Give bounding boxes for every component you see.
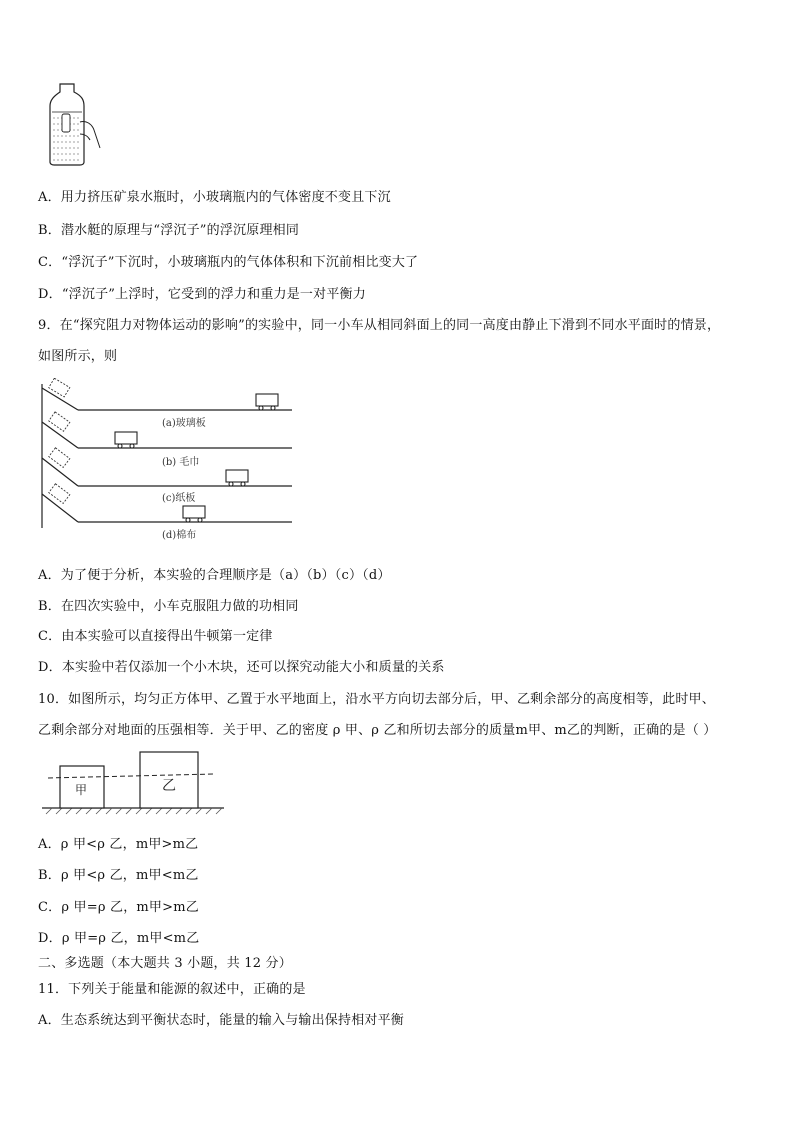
q10-option-d[interactable]: D．ρ 甲=ρ 乙，m甲<m乙 [38, 931, 200, 946]
q10-option-b[interactable]: B．ρ 甲<ρ 乙，m甲<m乙 [38, 868, 199, 883]
q10-option-a[interactable]: A．ρ 甲<ρ 乙，m甲>m乙 [38, 837, 199, 852]
q9-stem-line2: 如图所示，则 [38, 349, 118, 364]
figure-label-d: (d)棉布 [162, 530, 197, 541]
q10-stem-line2: 乙剩余部分对地面的压强相等．关于甲、乙的密度 ρ 甲、ρ 乙和所切去部分的质量m甲、m乙的判断，正确的是（ ） [38, 723, 717, 738]
cubes-figure [38, 748, 228, 816]
q8-option-d[interactable]: D．“浮沉子”上浮时，它受到的浮力和重力是一对平衡力 [38, 287, 366, 302]
q9-option-d[interactable]: D．本实验中若仅添加一个小木块，还可以探究动能大小和质量的关系 [38, 660, 445, 675]
q8-option-a[interactable]: A．用力挤压矿泉水瓶时，小玻璃瓶内的气体密度不变且下沉 [38, 190, 391, 205]
cube-label-jia: 甲 [75, 783, 88, 797]
q10-stem-line1: 10．如图所示，均匀正方体甲、乙置于水平地面上，沿水平方向切去部分后，甲、乙剩余部分的高度相等，此时甲、 [38, 692, 715, 707]
q11-stem: 11．下列关于能量和能源的叙述中，正确的是 [38, 982, 306, 997]
q10-option-c[interactable]: C．ρ 甲=ρ 乙，m甲>m乙 [38, 900, 199, 915]
figure-label-a: (a)玻璃板 [162, 418, 206, 429]
figure-label-b: (b) 毛巾 [162, 457, 200, 468]
q11-option-a[interactable]: A．生态系统达到平衡状态时，能量的输入与输出保持相对平衡 [38, 1013, 404, 1028]
q8-option-c[interactable]: C．“浮沉子”下沉时，小玻璃瓶内的气体体积和下沉前相比变大了 [38, 255, 419, 270]
bottle-figure [44, 82, 104, 166]
q9-option-c[interactable]: C．由本实验可以直接得出牛顿第一定律 [38, 629, 273, 644]
q9-option-b[interactable]: B．在四次实验中，小车克服阻力做的功相同 [38, 599, 299, 614]
cube-label-yi: 乙 [162, 778, 176, 794]
figure-label-c: (c)纸板 [162, 493, 196, 504]
incline-experiment-figure [38, 378, 298, 544]
q9-stem-line1: 9．在“探究阻力对物体运动的影响”的实验中，同一小车从相同斜面上的同一高度由静止下滑到不同水平面时的情景， [38, 318, 721, 333]
q8-option-b[interactable]: B．潜水艇的原理与“浮沉子”的浮沉原理相同 [38, 223, 300, 238]
q9-option-a[interactable]: A．为了便于分析，本实验的合理顺序是（a）（b）（c）（d） [38, 568, 391, 583]
section2-heading: 二、多选题（本大题共 3 小题，共 12 分） [38, 956, 292, 971]
